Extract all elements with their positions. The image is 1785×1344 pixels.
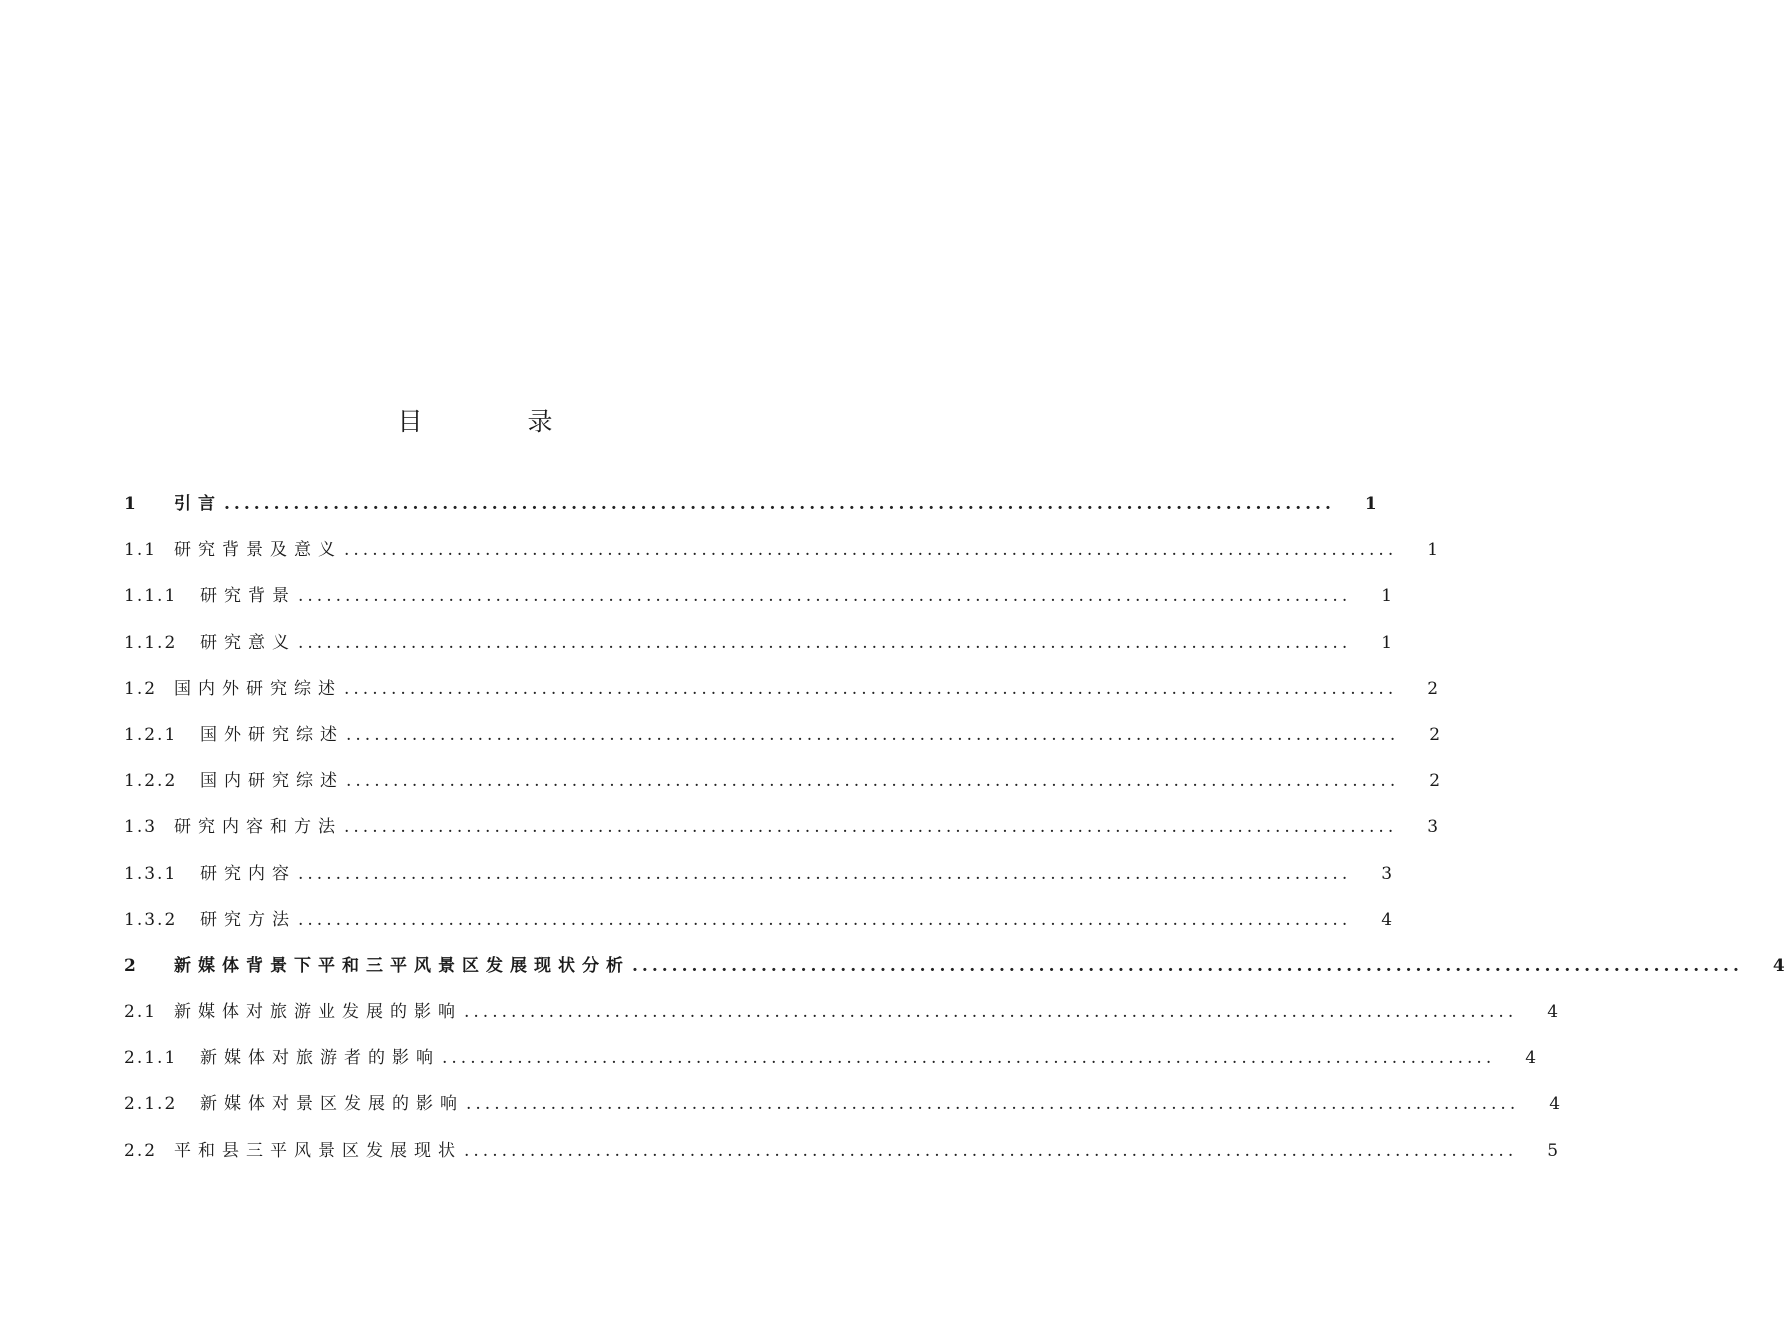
- toc-entry-page: 4: [1772, 955, 1785, 976]
- toc-entry[interactable]: [124, 715, 1441, 761]
- toc-entry[interactable]: [124, 992, 1559, 1038]
- toc-entry-title: 平和县三平风景区发展现状: [174, 1140, 462, 1161]
- toc-entry-page: 3: [1427, 817, 1439, 838]
- toc-entry-number: 1.2: [124, 678, 158, 699]
- toc-entry[interactable]: [124, 946, 1785, 992]
- toc-entry[interactable]: [124, 854, 1393, 900]
- toc-entry-page: 1: [1427, 540, 1439, 561]
- toc-entry-title: 国内外研究综述: [174, 678, 342, 699]
- toc-dot-leader: ................................................................................................................: [224, 494, 1335, 514]
- toc-dot-leader: ................................................................................................................: [344, 678, 1398, 699]
- toc-entry-number: 1.3.2: [124, 909, 178, 930]
- toc-entry-number: 2.1: [124, 1002, 158, 1023]
- toc-entry-title: 新媒体对旅游者的影响: [200, 1048, 440, 1069]
- toc-entry-title: 研究背景及意义: [174, 540, 342, 561]
- toc-entry-number: 1.1.2: [124, 632, 178, 653]
- toc-entry-page: 2: [1427, 678, 1439, 699]
- toc-entry-number: 1.3.1: [124, 863, 178, 884]
- toc-entry-number: 2.1.1: [124, 1048, 178, 1069]
- toc-dot-leader: ................................................................................................................: [344, 817, 1398, 838]
- toc-dot-leader: ................................................................................................................: [298, 909, 1352, 930]
- toc-entry[interactable]: [124, 623, 1393, 669]
- toc-entry-title: 研究意义: [200, 632, 296, 653]
- toc-entry[interactable]: [124, 900, 1393, 946]
- toc-dot-leader: ................................................................................................................: [464, 1002, 1518, 1023]
- toc-entry-number: 1.3: [124, 817, 158, 838]
- toc-entry[interactable]: [124, 530, 1439, 576]
- toc-entry-number: 2.1.2: [124, 1094, 178, 1115]
- toc-title: [0, 404, 950, 440]
- toc-list: [124, 484, 1785, 1177]
- toc-entry-page: 2: [1429, 724, 1441, 745]
- toc-entry-number: 1: [124, 494, 138, 514]
- toc-entry-title: 国内研究综述: [200, 771, 344, 792]
- toc-entry-page: 1: [1381, 586, 1393, 607]
- toc-title-char-2: 录: [527, 407, 553, 436]
- toc-entry-title: 研究背景: [200, 586, 296, 607]
- toc-entry-page: 5: [1547, 1140, 1559, 1161]
- toc-entry-title: 研究方法: [200, 909, 296, 930]
- toc-entry-number: 1.1: [124, 540, 158, 561]
- toc-entry[interactable]: [124, 669, 1439, 715]
- toc-entry[interactable]: [124, 761, 1441, 807]
- toc-entry-page: 1: [1381, 632, 1393, 653]
- toc-entry[interactable]: [124, 1131, 1559, 1177]
- toc-entry-title: 新媒体背景下平和三平风景区发展现状分析: [174, 955, 630, 976]
- toc-title-char-1: 目: [397, 407, 423, 436]
- toc-entry-title: 新媒体对景区发展的影响: [200, 1094, 464, 1115]
- toc-entry-page: 3: [1381, 863, 1393, 884]
- toc-entry-number: 1.2.2: [124, 771, 178, 792]
- toc-entry-page: 4: [1547, 1002, 1559, 1023]
- toc-entry[interactable]: [124, 484, 1377, 530]
- toc-dot-leader: ................................................................................................................: [346, 724, 1400, 745]
- toc-entry-page: 2: [1429, 771, 1441, 792]
- toc-entry-number: 1.2.1: [124, 724, 178, 745]
- toc-entry-number: 1.1.1: [124, 586, 178, 607]
- toc-dot-leader: ................................................................................................................: [298, 586, 1352, 607]
- toc-entry-title: 研究内容和方法: [174, 817, 342, 838]
- toc-entry-title: 研究内容: [200, 863, 296, 884]
- toc-dot-leader: ................................................................................................................: [442, 1048, 1496, 1069]
- toc-entry[interactable]: [124, 1084, 1561, 1130]
- toc-entry-page: 1: [1364, 494, 1377, 514]
- toc-dot-leader: ................................................................................................................: [346, 771, 1400, 792]
- toc-entry-page: 4: [1525, 1048, 1537, 1069]
- toc-entry[interactable]: [124, 576, 1393, 622]
- toc-dot-leader: ................................................................................................................: [298, 863, 1352, 884]
- toc-dot-leader: ................................................................................................................: [464, 1140, 1518, 1161]
- toc-entry-title: 国外研究综述: [200, 724, 344, 745]
- toc-entry-number: 2: [124, 955, 138, 976]
- toc-dot-leader: ................................................................................................................: [298, 632, 1352, 653]
- toc-dot-leader: ................................................................................................................: [466, 1094, 1520, 1115]
- toc-entry-page: 4: [1381, 909, 1393, 930]
- toc-entry[interactable]: [124, 1038, 1537, 1084]
- toc-entry-number: 2.2: [124, 1140, 158, 1161]
- toc-entry-page: 4: [1549, 1094, 1561, 1115]
- toc-entry-title: 新媒体对旅游业发展的影响: [174, 1002, 462, 1023]
- toc-dot-leader: ................................................................................................................: [632, 955, 1743, 976]
- toc-entry-title: 引言: [174, 494, 222, 514]
- toc-dot-leader: ................................................................................................................: [344, 540, 1398, 561]
- toc-entry[interactable]: [124, 807, 1439, 853]
